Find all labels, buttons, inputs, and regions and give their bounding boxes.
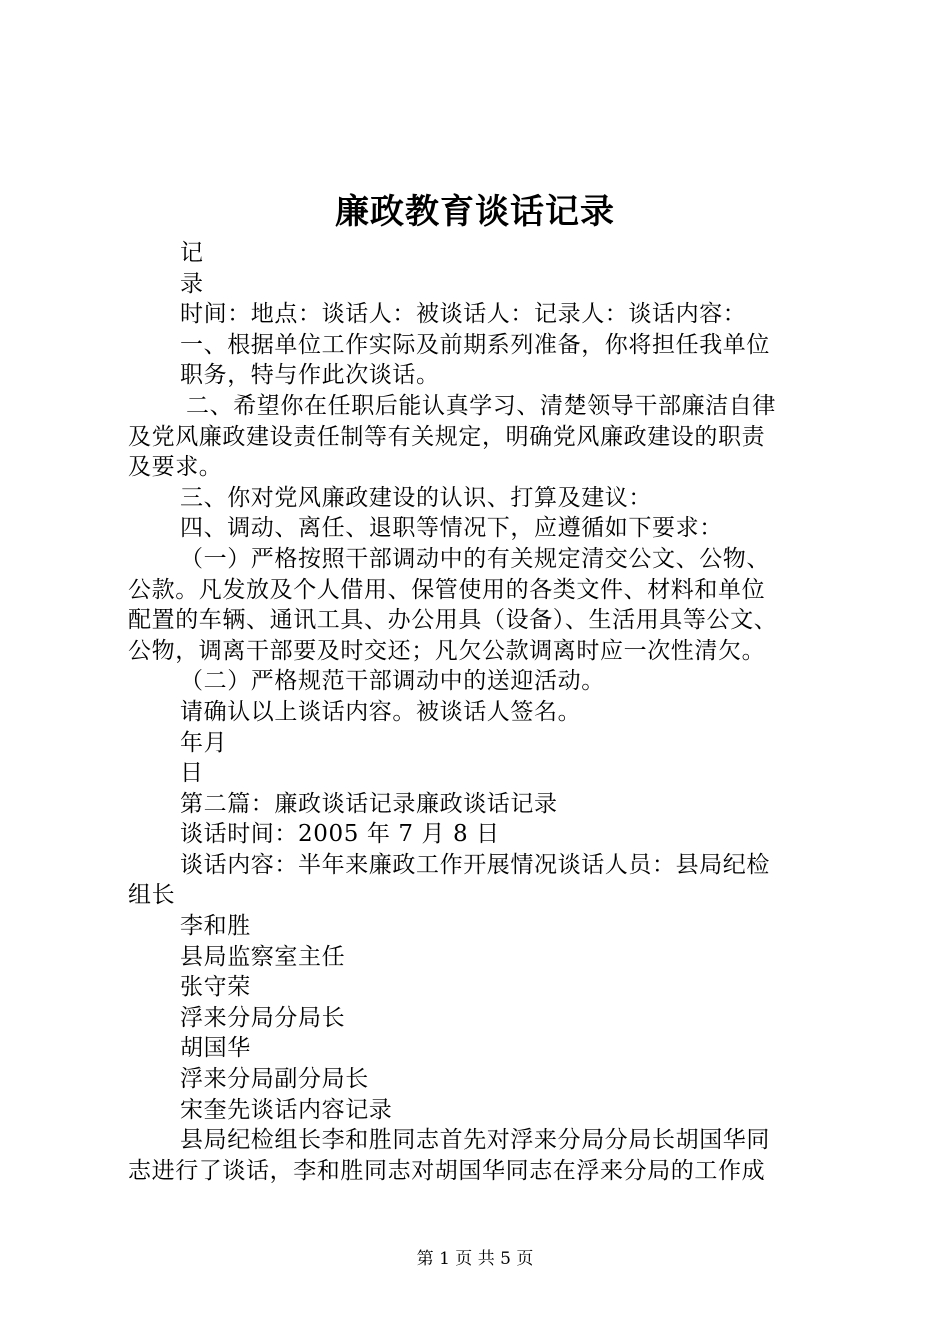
text-line: 职务，特与作此次谈话。 xyxy=(180,362,440,389)
text-line: 第二篇：廉政谈话记录廉政谈话记录 xyxy=(180,790,558,817)
text-line: 年月 xyxy=(180,729,228,756)
text-line: 及党风廉政建设责任制等有关规定，明确党风廉政建设的职责 xyxy=(128,423,766,450)
text-line: 一、根据单位工作实际及前期系列准备，你将担任我单位 xyxy=(180,331,770,358)
text-line: 四、调动、离任、退职等情况下，应遵循如下要求： xyxy=(180,515,723,542)
text-line: 县局纪检组长李和胜同志首先对浮来分局分局长胡国华同 xyxy=(180,1127,770,1154)
text-line: 县局监察室主任 xyxy=(180,943,346,970)
text-line: 谈话时间：2005 年 7 月 8 日 xyxy=(180,821,500,848)
text-line: 请确认以上谈话内容。被谈话人签名。 xyxy=(180,698,582,725)
text-line: 日 xyxy=(180,760,204,787)
text-line: 公物，调离干部要及时交还；凡欠公款调离时应一次性清欠。 xyxy=(128,637,766,664)
text-line: 谈话内容：半年来廉政工作开展情况谈话人员：县局纪检 xyxy=(180,851,770,878)
text-line: 李和胜 xyxy=(180,913,251,940)
text-line: 记 xyxy=(180,240,204,266)
text-line: 宋奎先谈话内容记录 xyxy=(180,1096,393,1123)
text-line: （一）严格按照干部调动中的有关规定清交公文、公物、 xyxy=(180,545,770,572)
text-line: 浮来分局分局长 xyxy=(180,1004,346,1031)
text-line: 张守荣 xyxy=(180,974,251,1001)
text-line: 浮来分局副分局长 xyxy=(180,1066,369,1093)
page-footer: 第 1 页 共 5 页 xyxy=(416,1249,534,1269)
document-body xyxy=(128,238,838,1186)
document-title: 廉政教育谈话记录 xyxy=(335,192,615,232)
text-line: 公款。凡发放及个人借用、保管使用的各类文件、材料和单位 xyxy=(128,576,766,603)
text-line: 时间：地点：谈话人：被谈话人：记录人：谈话内容： xyxy=(180,301,747,328)
text-line: 志进行了谈话，李和胜同志对胡国华同志在浮来分局的工作成 xyxy=(128,1157,766,1184)
text-line: 录 xyxy=(180,270,204,297)
text-line: （二）严格规范干部调动中的送迎活动。 xyxy=(180,668,605,695)
text-line: 二、希望你在任职后能认真学习、清楚领导干部廉洁自律 xyxy=(186,392,776,419)
text-line: 及要求。 xyxy=(128,454,223,481)
text-line: 组长 xyxy=(128,882,176,909)
text-line: 三、你对党风廉政建设的认识、打算及建议： xyxy=(180,484,652,511)
text-line: 配置的车辆、通讯工具、办公用具（设备）、生活用具等公文、 xyxy=(128,607,778,634)
text-line: 胡国华 xyxy=(180,1035,251,1062)
